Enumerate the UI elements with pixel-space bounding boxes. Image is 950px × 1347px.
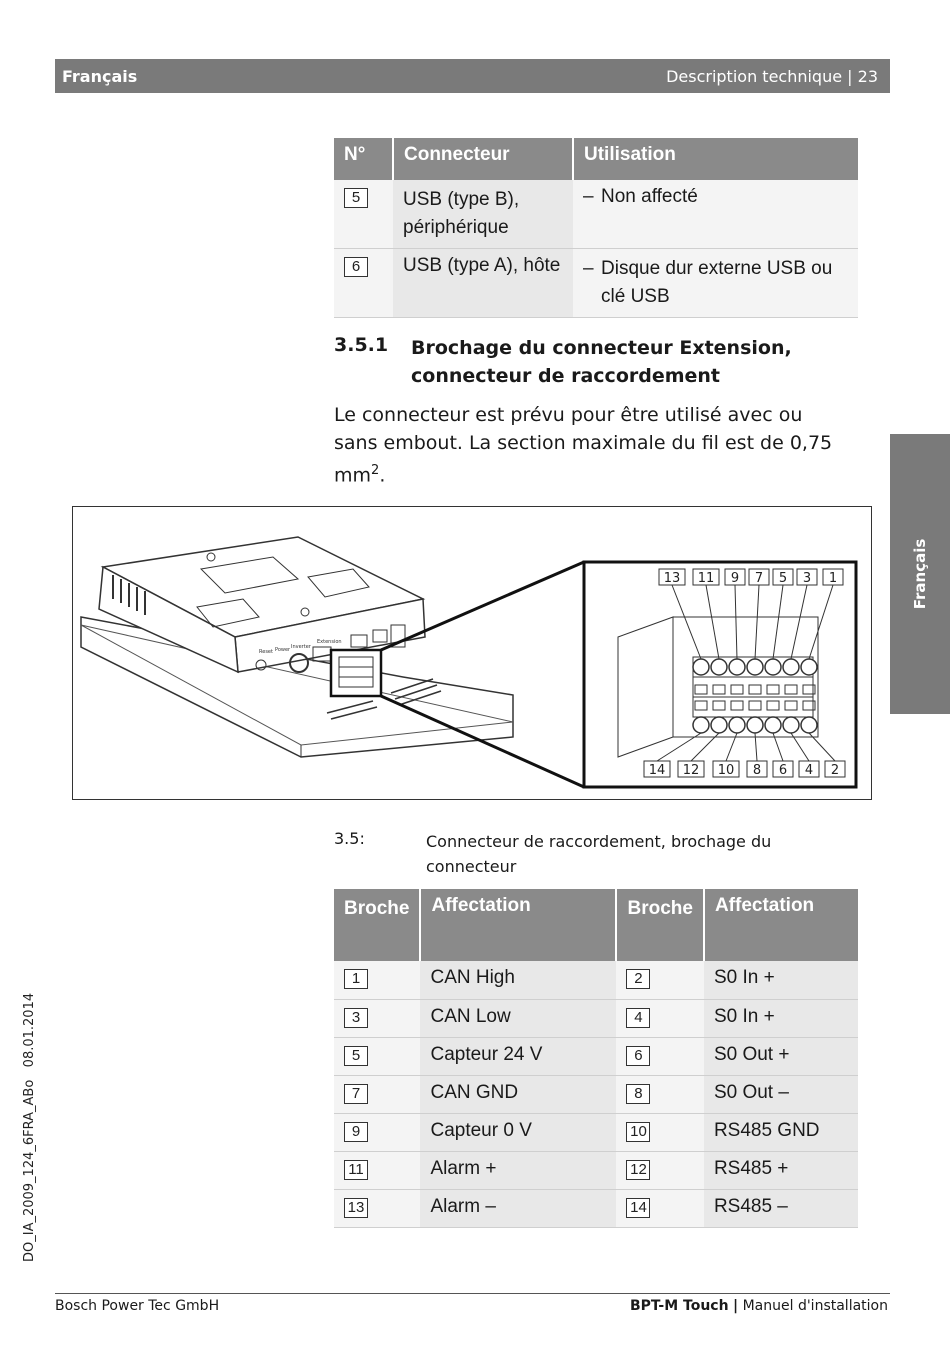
pin-label: 10 — [717, 763, 735, 778]
footer-product: BPT-M Touch | Manuel d'installation — [629, 1298, 888, 1314]
device-illustration — [73, 507, 871, 799]
header-section: Description technique | 23 — [666, 67, 878, 86]
row-num: 5 — [334, 180, 393, 249]
col-header-num: N° — [334, 138, 393, 180]
section-title: Brochage du connecteur Extension, connecteur de raccordement — [411, 337, 792, 387]
label-power: Power — [275, 647, 291, 653]
pin-number: 6 — [626, 1046, 650, 1066]
table-row — [334, 1113, 858, 1151]
table-row — [334, 180, 858, 249]
pin-label: 5 — [778, 571, 788, 586]
col-header-assignment: Affectation — [420, 889, 616, 961]
pin-number: 10 — [626, 1122, 650, 1142]
pin-label: 6 — [778, 763, 788, 778]
pin-assignment: Alarm + — [430, 1157, 497, 1179]
pin-assignment: S0 Out – — [713, 1081, 789, 1103]
pin-assignment: RS485 – — [713, 1195, 788, 1217]
row-usage: – Non affecté — [573, 180, 858, 249]
pinout-table — [334, 889, 858, 1228]
footer-product-name: BPT-M Touch — [629, 1298, 729, 1314]
table-row — [334, 1189, 858, 1227]
pin-number: 9 — [344, 1122, 368, 1142]
pin-assignment: CAN High — [430, 967, 515, 988]
pin-label: 11 — [697, 571, 715, 586]
label-reset: Reset — [259, 649, 273, 655]
col-header-pin: Broche — [616, 889, 703, 961]
side-tab-label: Français — [911, 538, 929, 610]
pin-label: 2 — [830, 763, 840, 778]
col-header-pin: Broche — [334, 889, 420, 961]
document-id: DO_IA_2009_124_6FRA_ABo 08.01.2014 — [22, 992, 37, 1262]
table-row — [334, 999, 858, 1037]
body-paragraph: Le connecteur est prévu pour être utilisé avec ou sans embout. La section maximale du fil est de 0,75 $mm^2$. — [334, 404, 833, 487]
pin-assignment: Capteur 0 V — [430, 1119, 532, 1141]
page-header — [55, 59, 890, 93]
pin-assignment: Capteur 24 V — [430, 1043, 543, 1065]
pin-label: 13 — [663, 571, 681, 586]
figure-caption-text: Connecteur de raccordement, brochage du connecteur — [426, 832, 772, 876]
row-num: 6 — [334, 249, 393, 318]
table-row — [334, 1075, 858, 1113]
footer-divider — [55, 1293, 890, 1294]
pin-assignment: S0 In + — [713, 1005, 775, 1027]
pin-number: 8 — [626, 1084, 650, 1104]
superscript: 2 — [371, 463, 380, 478]
pin-label: 1 — [828, 571, 838, 586]
pin-number: 3 — [344, 1008, 368, 1028]
pin-assignment: S0 Out + — [713, 1043, 790, 1065]
pin-number: 5 — [344, 1046, 368, 1066]
pin-number: 13 — [344, 1198, 368, 1218]
col-header-usage: Utilisation — [573, 138, 858, 180]
table-row — [334, 1151, 858, 1189]
row-usage: – Disque dur externe USB ou clé USB — [573, 249, 858, 318]
pin-number: 2 — [626, 969, 650, 989]
col-header-assignment: Affectation — [704, 889, 858, 961]
row-connector: USB (type A), hôte — [393, 249, 573, 318]
pin-label: 8 — [752, 763, 762, 778]
pin-assignment: RS485 + — [713, 1157, 789, 1179]
pin-label: 4 — [804, 763, 814, 778]
pin-number: 1 — [344, 969, 368, 989]
table-row — [334, 961, 858, 999]
pin-label: 7 — [754, 571, 764, 586]
pin-label: 12 — [682, 763, 700, 778]
connector-table — [334, 138, 858, 318]
header-language: Français — [62, 67, 138, 86]
footer-doc-title: Manuel d'installation — [742, 1298, 888, 1314]
label-extension: Extension — [317, 639, 342, 645]
side-language-tab — [890, 434, 950, 714]
pin-number: 7 — [344, 1084, 368, 1104]
table-row — [334, 1037, 858, 1075]
pin-number: 14 — [626, 1198, 650, 1218]
pin-label: 9 — [730, 571, 740, 586]
section-number: 3.5.1 — [334, 334, 389, 356]
pin-assignment: Alarm – — [430, 1195, 496, 1217]
pin-label: 14 — [648, 763, 666, 778]
pin-number: 12 — [626, 1160, 650, 1180]
label-inverter: Inverter — [291, 644, 311, 650]
pin-assignment: CAN Low — [430, 1005, 511, 1027]
connector-figure — [72, 506, 872, 800]
col-header-connector: Connecteur — [393, 138, 573, 180]
pin-assignment: CAN GND — [430, 1081, 519, 1103]
row-connector: USB (type B), périphérique — [393, 180, 573, 249]
table-row — [334, 249, 858, 318]
pin-label: 3 — [802, 571, 812, 586]
footer-company: Bosch Power Tec GmbH — [55, 1298, 220, 1314]
pin-number: 4 — [626, 1008, 650, 1028]
pin-assignment: RS485 GND — [713, 1119, 820, 1141]
pin-assignment: S0 In + — [713, 967, 775, 988]
pin-number: 11 — [344, 1160, 368, 1180]
figure-caption-number: 3.5: — [334, 829, 365, 848]
